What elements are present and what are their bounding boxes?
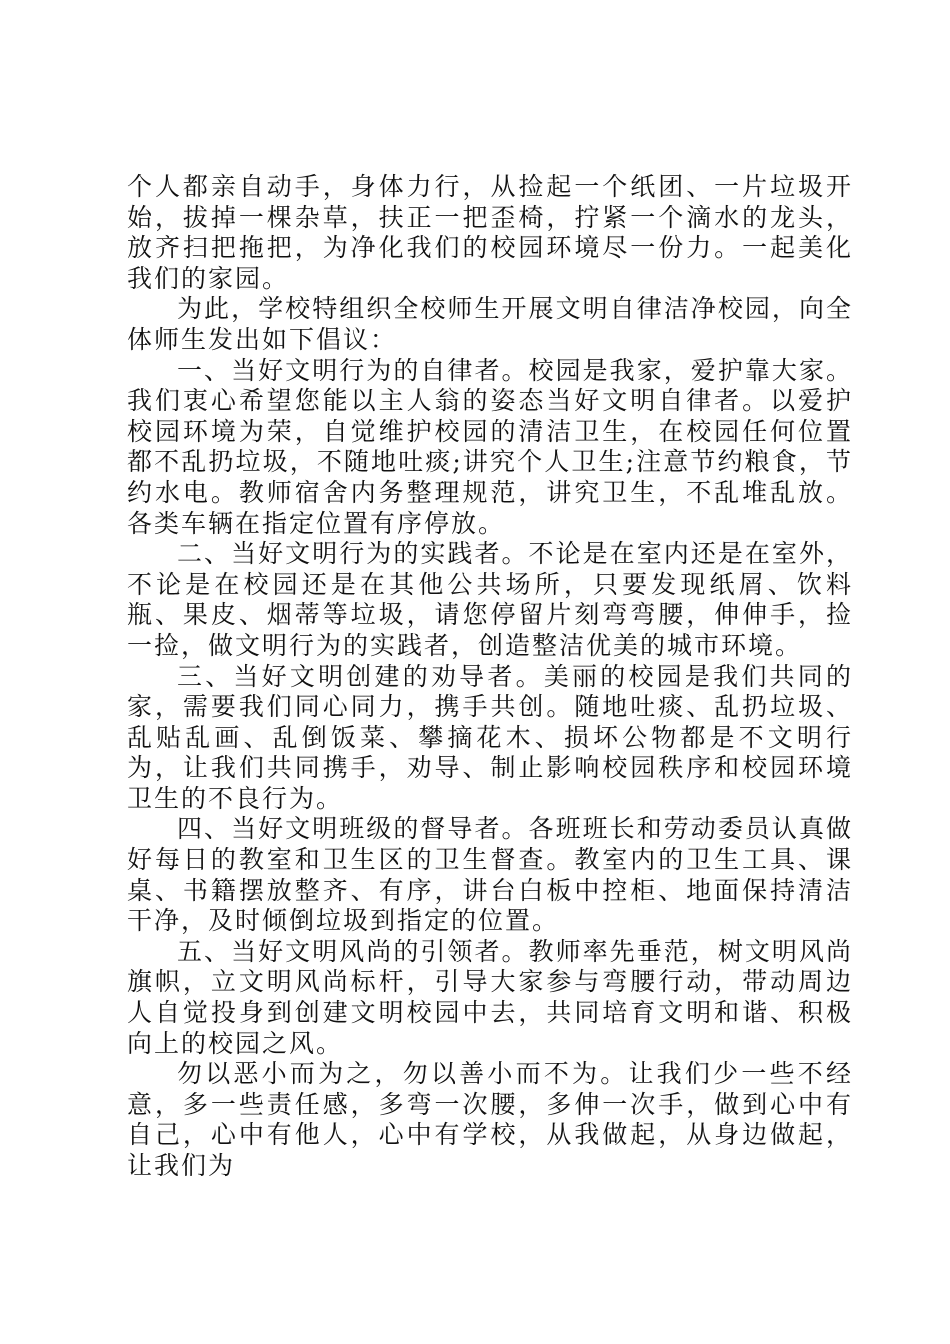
paragraph-continued: 个人都亲自动手，身体力行，从捡起一个纸团、一片垃圾开始，拔掉一棵杂草，扶正一把歪椅，拧紧一个滴水的龙头，放齐扫把拖把，为净化我们的校园环境尽一份力。一起美化我们的家园。 xyxy=(127,172,853,293)
paragraph-item-1: 一、当好文明行为的自律者。校园是我家，爱护靠大家。我们衷心希望您能以主人翁的姿态当好文明自律者。以爱护校园环境为荣，自觉维护校园的清洁卫生，在校园任何位置都不乱扔垃圾，不随地吐痰;讲究个人卫生;注意节约粮食，节约水电。教师宿舍内务整理规范，讲究卫生，不乱堆乱放。各类车辆在指定位置有序停放。 xyxy=(127,355,853,538)
paragraph-item-5: 五、当好文明风尚的引领者。教师率先垂范，树文明风尚旗帜，立文明风尚标杆，引导大家参与弯腰行动，带动周边人自觉投身到创建文明校园中去，共同培育文明和谐、积极向上的校园之风。 xyxy=(127,936,853,1058)
paragraph-item-2: 二、当好文明行为的实践者。不论是在室内还是在室外，不论是在校园还是在其他公共场所，只要发现纸屑、饮料瓶、果皮、烟蒂等垃圾，请您停留片刻弯弯腰，伸伸手，捡一捡，做文明行为的实践者，创造整洁优美的城市环境。 xyxy=(127,539,853,660)
paragraph-item-4: 四、当好文明班级的督导者。各班班长和劳动委员认真做好每日的教室和卫生区的卫生督查。教室内的卫生工具、课桌、书籍摆放整齐、有序，讲台白板中控柜、地面保持清洁干净，及时倾倒垃圾到指定的位置。 xyxy=(127,814,853,936)
paragraph-item-3: 三、当好文明创建的劝导者。美丽的校园是我们共同的家，需要我们同心同力，携手共创。随地吐痰、乱扔垃圾、乱贴乱画、乱倒饭菜、攀摘花木、损坏公物都是不文明行为，让我们共同携手，劝导、制止影响校园秩序和校园环境卫生的不良行为。 xyxy=(127,661,853,813)
paragraph-intro: 为此，学校特组织全校师生开展文明自律洁净校园，向全体师生发出如下倡议： xyxy=(127,294,853,354)
document-body xyxy=(127,172,853,1182)
paragraph-closing: 勿以恶小而为之，勿以善小而不为。让我们少一些不经意，多一些责任感，多弯一次腰，多伸一次手，做到心中有自己，心中有他人，心中有学校，从我做起，从身边做起，让我们为 xyxy=(127,1059,853,1180)
